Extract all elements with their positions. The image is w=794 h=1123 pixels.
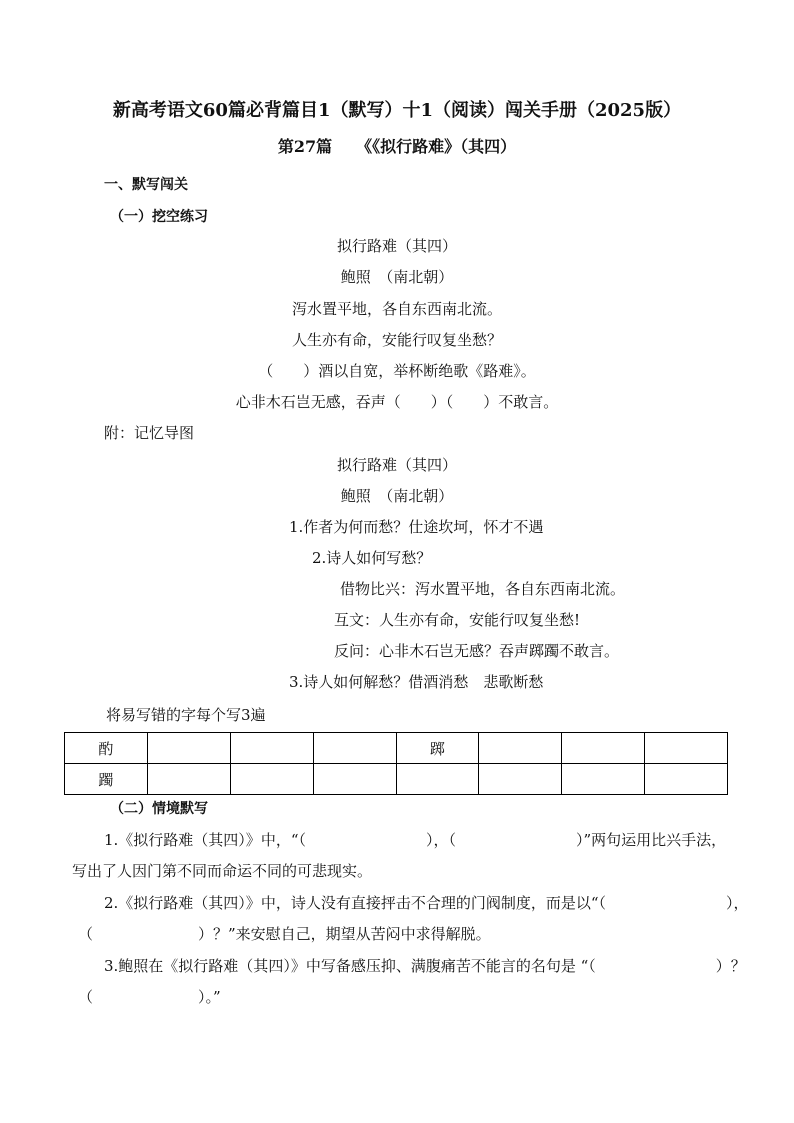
practice-cell[interactable] <box>645 733 728 764</box>
practice-cell[interactable] <box>147 764 230 795</box>
appendix-poem-author: 鲍照 （南北朝） <box>340 487 454 505</box>
subsection-heading: （一）挖空练习 <box>110 209 208 225</box>
poem-line: （ ）酒以自宽，举杯断绝歌《路难》。 <box>258 362 536 380</box>
poem-title: 拟行路难（其四） <box>336 237 457 255</box>
poem-line: 心非木石岂无感，吞声（ ）（ ）不敢言。 <box>235 393 559 411</box>
practice-cell[interactable] <box>479 733 562 764</box>
mindmap-question-3: 3.诗人如何解愁？借酒消愁 悲歌断愁 <box>289 673 544 691</box>
mindmap-question-1: 1.作者为何而愁？仕途坎坷，怀才不遇 <box>289 518 544 536</box>
practice-cell[interactable] <box>313 764 396 795</box>
character-practice-table <box>64 732 728 795</box>
exercise-question-3-cont: （ ）。” <box>78 988 221 1006</box>
subsection-heading: （二）情境默写 <box>110 801 208 817</box>
table-cell: 酌 <box>65 733 148 764</box>
exercise-question-3: 3.鲍照在《拟行路难（其四）》中写备感压抑、满腹痛苦不能言的名句是 “（ ）？ <box>104 957 746 975</box>
section-heading: 一、默写闯关 <box>104 177 188 193</box>
mindmap-question-2: 2.诗人如何写愁？ <box>312 549 432 567</box>
document-title: 新高考语文60篇必背篇目1（默写）十1（阅读）闯关手册（2025版） <box>112 100 682 121</box>
exercise-question-1: 1.《拟行路难（其四）》中，“（ ），（ ）”两句运用比兴手法， <box>104 831 727 849</box>
mindmap-method-1: 借物比兴：泻水置平地，各自东西南北流。 <box>340 580 626 598</box>
practice-cell[interactable] <box>230 733 313 764</box>
practice-instruction: 将易写错的字每个写3遍 <box>106 706 266 724</box>
table-row <box>65 733 728 764</box>
practice-cell[interactable] <box>313 733 396 764</box>
practice-cell[interactable] <box>645 764 728 795</box>
exercise-question-2-cont: （ ）？”来安慰自己，期望从苦闷中求得解脱。 <box>78 925 491 943</box>
practice-cell[interactable] <box>396 764 479 795</box>
table-cell: 躅 <box>65 764 148 795</box>
table-row <box>65 764 728 795</box>
exercise-question-1-cont: 写出了人因门第不同而命运不同的可悲现实。 <box>72 862 373 880</box>
appendix-label: 附：记忆导图 <box>104 424 195 442</box>
practice-cell[interactable] <box>230 764 313 795</box>
chapter-title: 第27篇 《《拟行路难》（其四） <box>277 137 517 156</box>
appendix-poem-title: 拟行路难（其四） <box>336 456 457 474</box>
mindmap-method-3: 反问：心非木石岂无感？吞声踯躅不敢言。 <box>334 642 620 660</box>
practice-cell[interactable] <box>147 733 230 764</box>
practice-cell[interactable] <box>562 733 645 764</box>
practice-cell[interactable] <box>479 764 562 795</box>
poem-line: 人生亦有命，安能行叹复坐愁？ <box>291 331 502 349</box>
exercise-question-2: 2.《拟行路难（其四）》中，诗人没有直接抨击不合理的门阀制度，而是以“（ ）， <box>104 894 749 912</box>
poem-author: 鲍照 （南北朝） <box>340 268 454 286</box>
poem-line: 泻水置平地，各自东西南北流。 <box>291 300 502 318</box>
table-cell: 踯 <box>396 733 479 764</box>
mindmap-method-2: 互文：人生亦有命，安能行叹复坐愁! <box>334 611 581 629</box>
practice-cell[interactable] <box>562 764 645 795</box>
